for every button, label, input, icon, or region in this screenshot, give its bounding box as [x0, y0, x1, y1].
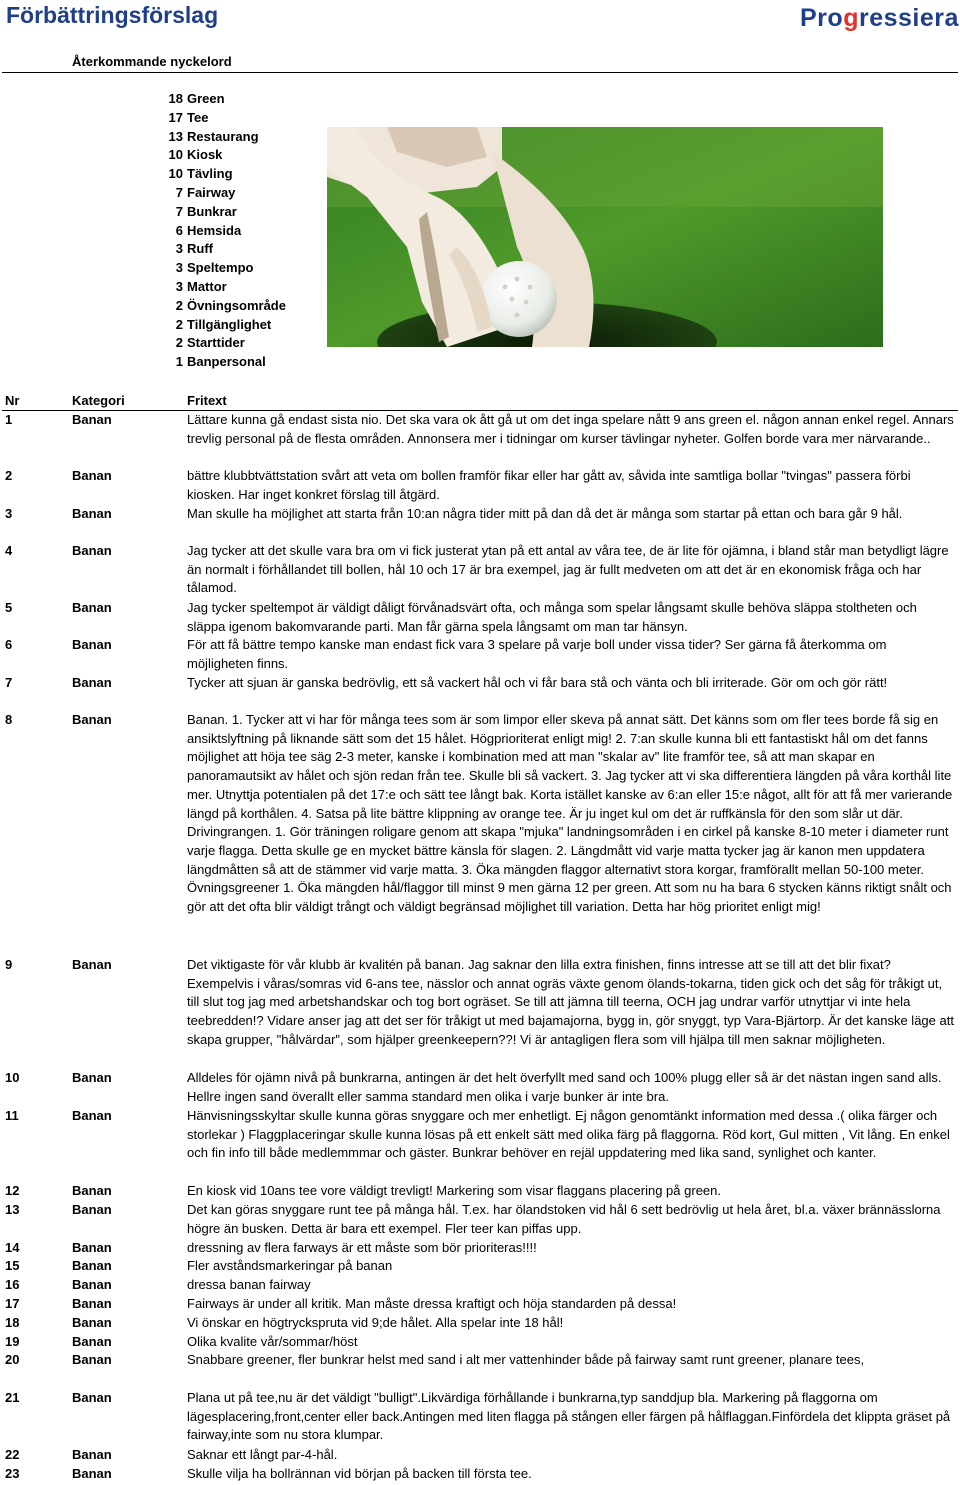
row-category: Banan — [72, 1258, 112, 1273]
row-text: Saknar ett långt par-4-hål. — [187, 1447, 338, 1462]
row-text: dressa banan fairway — [187, 1277, 311, 1292]
row-number: 4 — [5, 543, 13, 558]
logo-part-3: ressiera — [858, 4, 959, 32]
keyword-count: 7 — [175, 203, 183, 219]
row-text: Fairways är under all kritik. Man måste dressa kraftigt och höja standarden på dessa! — [187, 1296, 677, 1311]
row-category: Banan — [72, 1447, 112, 1462]
row-category: Banan — [72, 1070, 112, 1085]
keyword-count: 18 — [168, 91, 183, 106]
keyword-word: Green — [187, 91, 225, 106]
keyword-count: 6 — [175, 222, 183, 238]
keyword-item — [160, 146, 320, 165]
row-number: 11 — [5, 1108, 19, 1123]
row-number: 5 — [5, 600, 13, 615]
keyword-word: Fairway — [187, 185, 236, 200]
keyword-item — [160, 297, 320, 316]
row-category: Banan — [72, 1108, 112, 1123]
row-category: Banan — [72, 1277, 112, 1292]
row-category: Banan — [72, 1352, 112, 1367]
row-text: Man skulle ha möjlighet att starta från 10:an några tider mitt på dan då det är många som startar på ettan och bara går 9 hål. — [187, 506, 903, 521]
row-number: 3 — [5, 506, 13, 521]
keyword-item — [160, 90, 320, 109]
row-text: För att få bättre tempo kanske man endast fick vara 3 spelare på varje boll under vissa tider? Ser gärna få återkomma om möjligheten finns. — [187, 637, 887, 671]
row-number: 19 — [5, 1334, 20, 1349]
row-category: Banan — [72, 1315, 112, 1330]
row-number: 22 — [5, 1447, 20, 1462]
keyword-item — [160, 240, 320, 259]
row-text: Banan. 1. Tycker att vi har för många tees som är som limpor eller skeva på annat sätt. Det känns som om fler tees borde få sig en ansiktslyftning på liknande sätt som det 15 hålet. Högprioriterat enligt mig! 2. 7:an skulle kunna bli ett fantastiskt hål om det fanns möjlighet att höja tee säg 2-3 meter, kanske i kombination med att man "skalar av" lite framför tee, så att man skapar en panoramautsikt av hålet och sjön redan från tee. Skulle bli så vackert. 3. Jag tycker att vi ska differentiera längden på våra korthål lite mer. Utnyttja potentialen på det 17:e och sätt tee långt bak. Korta istället kanske av 6:an eller 15:e något, allt för att få mer varierande längd på korthålen. 4. Satsa på lite bättre klippning av orange tee. Är ju inget kul om det är ruffkänsla för den som slår ut där. Drivingrangen. 1. Gör träningen roligare genom att skapa "mjuka" landningsområden i en cirkel på kanske 8-10 meter i diameter runt varje flagga. Detta skulle ge en mycket bättre känsla för slagen. 2. Längdmått vid varje matta tycker jag är kanon men uppdatera längdmåtten så att de stämmer vid varje matta. 3. Öka mängden flaggor alternativt stora korgar, framförallt mellan 50-100 meter. Övningsgreener 1. Öka mängden hål/flaggor till minst 9 men gärna 12 per green. Att som nu ha bara 6 stycken känns riktigt snålt och gör att det ofta blir väldigt trångt och väldigt begränsad möjlighet till variation. Detta har hög prioritet enligt mig! — [187, 712, 953, 915]
page-title: Förbättringsförslag — [6, 2, 219, 28]
row-category: Banan — [72, 468, 112, 483]
row-category: Banan — [72, 543, 112, 558]
keyword-item — [160, 203, 320, 222]
row-number: 10 — [5, 1070, 20, 1085]
row-text: Vi önskar en högtryckspruta vid 9;de hålet. Alla spelar inte 18 hål! — [187, 1315, 564, 1330]
row-text: Tycker att sjuan är ganska bedrövlig, ett så vackert hål och vi får bara stå och vänta och bli irriterade. Gör om och gör rätt! — [187, 675, 888, 690]
row-number: 12 — [5, 1183, 20, 1198]
row-category: Banan — [72, 1466, 112, 1481]
keyword-word: Mattor — [187, 279, 227, 294]
keyword-word: Kiosk — [187, 147, 223, 163]
row-number: 21 — [5, 1390, 20, 1405]
row-category: Banan — [72, 1334, 112, 1349]
keyword-count: 3 — [175, 241, 183, 257]
keyword-count: 3 — [175, 279, 183, 294]
keyword-item — [160, 353, 320, 372]
logo-part-1: Pro — [800, 4, 844, 32]
keywords-subtitle: Återkommande nyckelord — [72, 54, 232, 69]
golf-ball-photo — [327, 127, 883, 347]
row-text: Plana ut på tee,nu är det väldigt "bulligt".Likvärdiga förhållande i bunkrarna,typ sanddjup bla. Markering på flaggorna om lägesplacering,front,center eller back.Antingen med liten flagga på stången eller färgen på hålflaggan.Finfördela det klippta gräset på fairway,inte som nu stora klumpar. — [187, 1390, 951, 1443]
col-header-fritext: Fritext — [187, 393, 227, 408]
keyword-word: Starttider — [187, 335, 245, 351]
row-number: 15 — [5, 1258, 20, 1273]
row-category: Banan — [72, 1183, 112, 1198]
keyword-item — [160, 222, 320, 241]
keyword-item — [160, 165, 320, 184]
row-number: 20 — [5, 1352, 20, 1367]
row-text: Jag tycker att det skulle vara bra om vi fick justerat ytan på ett antal av våra tee, de är lite för ojämna, i bland står man betydligt lägre än normalt i förhållandet till bollen, hål 10 och 17 är bra exempel, jag är fullt medveten om att det är en ekonomisk fråga och har tålamod. — [187, 543, 949, 596]
row-category: Banan — [72, 1296, 112, 1311]
row-number: 1 — [5, 412, 13, 427]
row-category: Banan — [72, 1202, 112, 1217]
keyword-count: 17 — [168, 109, 183, 125]
row-category: Banan — [72, 712, 112, 727]
row-category: Banan — [72, 412, 112, 427]
keyword-count: 7 — [175, 185, 183, 200]
row-text: Olika kvalite vår/sommar/höst — [187, 1334, 358, 1349]
keyword-count: 2 — [175, 316, 183, 332]
row-text: Det kan göras snyggare runt tee på många hål. T.ex. har ölandstoken vid hål 6 sett bedrövlig ut hela året, bl.a. växer brännässlorna högre än busken. Detta är bara ett exempel. Fler teer kan piffas upp. — [187, 1202, 941, 1236]
row-category: Banan — [72, 506, 112, 521]
row-text: Lättare kunna gå endast sista nio. Det ska vara ok ått gå ut om det inga spelare nått 9 ans green el. någon annan enkel regel. Annars trevlig personal på de flesta områden. Annonsera mer i tidningar om kurser tävlingar nyheter. Golfen borde vara mer närvarande.. — [187, 412, 954, 446]
row-number: 9 — [5, 957, 13, 972]
keyword-word: Bunkrar — [187, 203, 237, 219]
row-number: 13 — [5, 1202, 20, 1217]
row-number: 2 — [5, 468, 13, 483]
keyword-item — [160, 334, 320, 353]
row-number: 16 — [5, 1277, 20, 1292]
keyword-item — [160, 109, 320, 128]
row-text: Fler avståndsmarkeringar på banan — [187, 1258, 393, 1273]
row-text: bättre klubbtvättstation svårt att veta om bollen framför fikar eller har gått av, såvida inte samtliga bollar "tvingas" passera förbi kiosken. Har inget konkret förslag till åtgärd. — [187, 468, 911, 502]
top-divider — [2, 72, 958, 73]
golf-photo-illustration — [327, 127, 883, 347]
progressiera-logo — [800, 4, 959, 34]
keyword-word: Hemsida — [187, 222, 242, 238]
keyword-count: 10 — [168, 166, 183, 182]
keyword-count: 3 — [175, 260, 183, 276]
keyword-word: Restaurang — [187, 128, 259, 144]
row-text: Alldeles för ojämn nivå på bunkrarna, antingen är det helt överfyllt med sand och 100% plugg eller så är det nästan ingen sand alls. Hellre ingen sand överallt eller samma standard men olika i varje bunker är inte bra. — [187, 1070, 942, 1104]
row-category: Banan — [72, 637, 112, 652]
keyword-item — [160, 278, 320, 297]
row-category: Banan — [72, 1390, 112, 1405]
keyword-count: 10 — [168, 147, 183, 163]
row-text: Det viktigaste för vår klubb är kvalitén på banan. Jag saknar den lilla extra finishen, finns intresse att se till att det blir fixat? Exempelvis i våras/somras vid 6-ans tee, nässlor och annat ogräs växte genom ölands-tokarna, tiden gick och det såg för tråkigt ut, till slut tog jag med arbetshandskar och tog bort ogräset. Se till att jämna till teerna, OCH jag undrar varför utnyttjar vi inte hela teebredden!? Vidare anser jag att det ser för tråkigt ut med bajamajorna, bygg in, gör snyggt, typ Vara-Bjärtorp. Är det kanske läge att skapa grupper, "hålvärdar", som hjälper greenkeepern??! Vi är antagligen flera som vill hjälpa till men saknar möjligheten. — [187, 957, 954, 1047]
row-text: Jag tycker speltempot är väldigt dåligt förvånadsvärt ofta, och många som spelar långsamt skulle behöva släppa stoltheten och släppa igenom bakomvarande parti. Man får gärna spela långsamt om man tar hänsyn. — [187, 600, 917, 634]
logo-part-2: g — [843, 4, 859, 32]
row-text: Snabbare greener, fler bunkrar helst med sand i alt mer vattenhinder både på fairway samt runt greener, planare tees, — [187, 1352, 865, 1367]
row-number: 7 — [5, 675, 13, 690]
row-number: 18 — [5, 1315, 20, 1330]
col-header-kategori: Kategori — [72, 393, 125, 408]
keyword-word: Tee — [187, 109, 209, 125]
keyword-count: 2 — [175, 335, 183, 351]
col-header-nr: Nr — [5, 393, 20, 408]
keyword-item — [160, 259, 320, 278]
keyword-word: Tävling — [187, 166, 233, 182]
keyword-item — [160, 184, 320, 203]
keyword-word: Banpersonal — [187, 354, 266, 370]
keyword-count: 13 — [168, 128, 183, 144]
keyword-word: Tillgänglighet — [187, 316, 272, 332]
row-category: Banan — [72, 957, 112, 972]
row-number: 6 — [5, 637, 13, 652]
keyword-count: 1 — [175, 354, 183, 370]
keyword-item — [160, 316, 320, 335]
row-category: Banan — [72, 675, 112, 690]
row-number: 14 — [5, 1240, 20, 1255]
row-number: 17 — [5, 1296, 20, 1311]
row-text: Hänvisningsskyltar skulle kunna göras snyggare och mer enhetligt. Ej någon genomtänkt information med dessa .( olika färger och storlekar ) Flaggplaceringar skulle kunna lösas på ett enkelt sätt med olika färg på flaggorna. Röd kort, Gul mitten , Vit lång. En enkel och fin info till både medlemmmar och gäster. Bunkrar behöver en rejäl uppdatering med lika sand, synlighet och kanter. — [187, 1108, 950, 1161]
row-text: dressning av flera farways är ett måste som bör prioriteras!!!! — [187, 1240, 537, 1255]
row-text: En kiosk vid 10ans tee vore väldigt trevligt! Markering som visar flaggans placering på green. — [187, 1183, 721, 1198]
row-text: Skulle vilja ha bollrännan vid början på backen till första tee. — [187, 1466, 532, 1481]
keyword-item — [160, 128, 320, 147]
keyword-word: Speltempo — [187, 260, 254, 276]
row-number: 23 — [5, 1466, 20, 1481]
row-category: Banan — [72, 600, 112, 615]
keyword-word: Ruff — [187, 241, 213, 257]
row-category: Banan — [72, 1240, 112, 1255]
row-number: 8 — [5, 712, 13, 727]
keyword-count: 2 — [175, 297, 183, 313]
keyword-word: Övningsområde — [187, 297, 286, 313]
